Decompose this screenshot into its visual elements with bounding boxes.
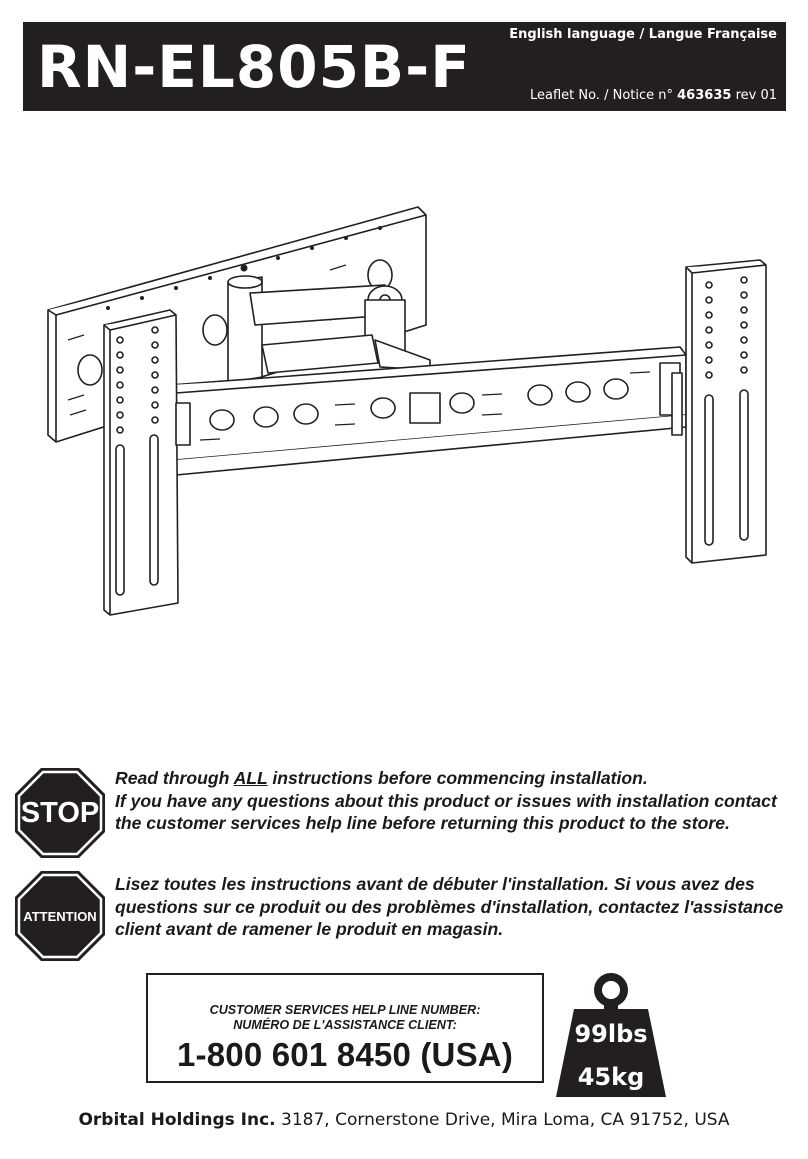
leaflet-number: 463635	[677, 88, 732, 103]
leaflet-rev: rev 01	[735, 88, 777, 103]
attention-sign-label: ATTENTION	[23, 909, 97, 924]
stop-octagon-icon	[14, 767, 106, 859]
helpline-number: 1-800 601 8450 (USA)	[176, 1036, 514, 1073]
warning-english-body: If you have any questions about this product or issues with installation contact the customer services help line before returning this product to the store.	[115, 790, 777, 833]
company-address: 3187, Cornerstone Drive, Mira Loma, CA 91752, USA	[281, 1110, 730, 1130]
helpline-box	[146, 973, 544, 1083]
warning-english	[115, 767, 795, 835]
helpline-label-fr: NUMÉRO DE L'ASSISTANCE CLIENT:	[233, 1018, 457, 1032]
stop-sign	[14, 767, 106, 859]
header-banner	[23, 22, 786, 111]
wall-mount-illustration	[0, 115, 808, 625]
leaflet-info	[530, 88, 777, 103]
footer-address	[0, 1110, 808, 1130]
helpline-label-en: CUSTOMER SERVICES HELP LINE NUMBER:	[209, 1003, 481, 1017]
stop-sign-label: STOP	[20, 797, 100, 829]
company-name: Orbital Holdings Inc.	[78, 1110, 276, 1130]
warning-emphasis: ALL	[233, 768, 268, 788]
attention-octagon-icon	[14, 870, 106, 962]
weight-kg: 45kg	[577, 1063, 645, 1091]
warning-french-body: Lisez toutes les instructions avant de débuter l'installation. Si vous avez des questions sur ce produit ou des problèmes d'installation, contactez l'assistance client avant de ramener le produit en magasin.	[115, 874, 784, 939]
leaflet-label: Leaflet No. / Notice n°	[529, 88, 673, 103]
attention-sign	[14, 870, 106, 962]
model-number: RN-EL805B-F	[37, 33, 471, 101]
warning-english-line1	[115, 767, 795, 790]
warning-french	[115, 873, 785, 941]
warning-text: instructions before commencing installation.	[267, 768, 648, 788]
warning-text: Read through	[115, 768, 234, 788]
weight-lbs: 99lbs	[574, 1020, 648, 1048]
language-label: English language / Langue Française	[509, 27, 777, 42]
